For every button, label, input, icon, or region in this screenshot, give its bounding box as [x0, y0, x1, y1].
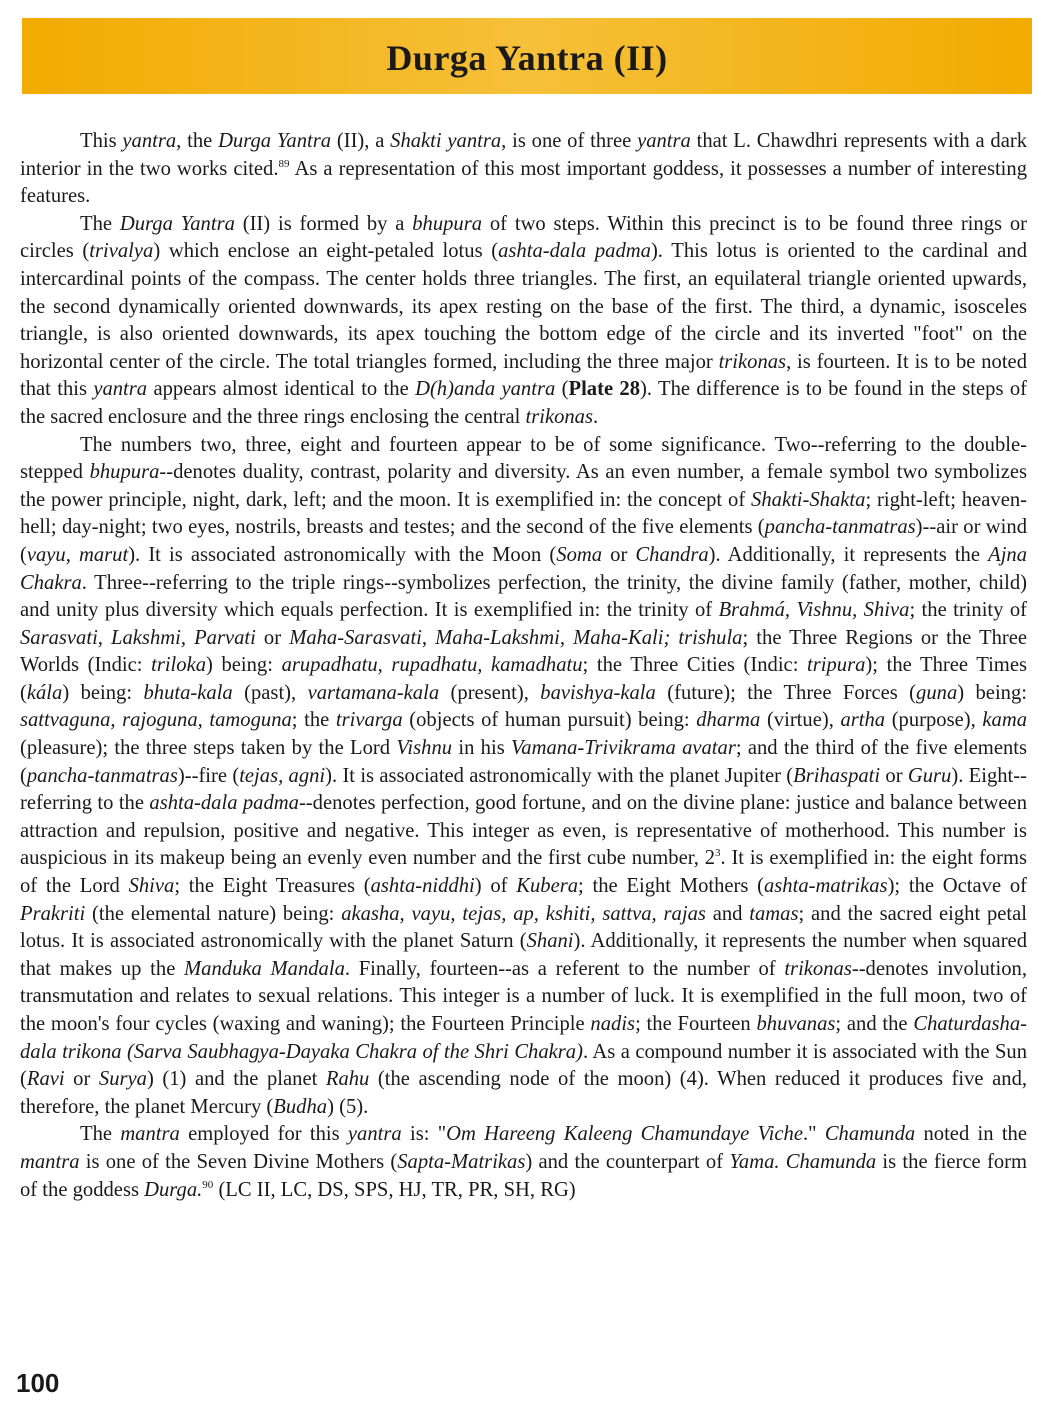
footnote-ref: 89	[278, 157, 290, 170]
body-text	[20, 128, 1027, 1204]
paragraph-intro: This yantra, the Durga Yantra (II), a Shakti yantra, is one of three yantra that L. Chawdhri represents with a dark interior in the two works cited.$^{89}$ As a representation of this most important goddess, it possesses a number of interesting features.	[20, 130, 1027, 208]
page-number: 100	[16, 1368, 60, 1398]
cube-exponent: 3	[715, 847, 721, 860]
page-title: Durga Yantra (II)	[386, 38, 668, 78]
footnote-ref: 90	[202, 1178, 214, 1191]
title-banner	[22, 18, 1032, 94]
paragraph-numbers: The numbers two, three, eight and fourteen appear to be of some significance. Two--referring to the double-stepped bhupura--denotes duality, contrast, polarity and diversity. As an even number, a female symbol two symbolizes the power principle, night, dark, left; and the moon. It is exemplified in: the concept of Shakti-Shakta; right-left; heaven-hell; day-night; two eyes, nostrils, breasts and testes; and the second of the five elements (pancha-tanmatras)--air or wind (vayu, marut). It is associated astronomically with the Moon (Soma or Chandra). Additionally, it represents the Ajna Chakra. Three--referring to the triple rings--symbolizes perfection, the trinity, the divine family (father, mother, child) and unity plus diversity which equals perfection. It is exemplified in: the trinity of Brahmá, Vishnu, Shiva; the trinity of Sarasvati, Lakshmi, Parvati or Maha-Sarasvati, Maha-Lakshmi, Maha-Kali; trishula; the Three Regions or the Three Worlds (Indic: triloka) being: arupadhatu, rupadhatu, kamadhatu; the Three Cities (Indic: tripura); the Three Times (kála) being: bhuta-kala (past), vartamana-kala (present), bavishya-kala (future); the Three Forces (guna) being: sattvaguna, rajoguna, tamoguna; the trivarga (objects of human pursuit) being: dharma (virtue), artha (purpose), kama (pleasure); the three steps taken by the Lord Vishnu in his Vamana-Trivikrama avatar; and the third of the five elements (pancha-tanmatras)--fire (tejas, agni). It is associated astronomically with the planet Jupiter (Brihaspati or Guru). Eight--referring to the ashta-dala padma--denotes perfection, good fortune, and on the divine plane: justice and balance between attraction and repulsion, positive and negative. This integer as even, is representative of motherhood. This number is auspicious in its makeup being an evenly even number and the first cube number, $2^3$. It is exemplified in: the eight forms of the Lord Shiva; the Eight Treasures (ashta-niddhi) of Kubera; the Eight Mothers (ashta-matrikas); the Octave of Prakriti (the elemental nature) being: akasha, vayu, tejas, ap, kshiti, sattva, rajas and tamas; and the sacred eight petal lotus. It is associated astronomically with the planet Saturn (Shani). Additionally, it represents the number when squared that makes up the Manduka Mandala. Finally, fourteen--as a referent to the number of trikonas--denotes involution, transmutation and relates to sexual relations. This integer is a number of luck. It is exemplified in the full moon, two of the moon's four cycles (waxing and waning); the Fourteen Principle nadis; the Fourteen bhuvanas; and the Chaturdasha-dala trikona (Sarva Saubhagya-Dayaka Chakra of the Shri Chakra). As a compound number it is associated with the Sun (Ravi or Surya) (1) and the planet Rahu (the ascending node of the moon) (4). When reduced it produces five and, therefore, the planet Mercury (Budha) (5).	[20, 433, 1028, 1118]
paragraph-structure: The Durga Yantra (II) is formed by a bhupura of two steps. Within this precinct is to be found three rings or circles (trivalya) which enclose an eight-petaled lotus (ashta-dala padma). This lotus is oriented to the cardinal and intercardinal points of the compass. The center holds three triangles. The first, an equilateral triangle oriented upwards, the second dynamically oriented downwards, its apex resting on the base of the first. The third, a dynamic, isosceles triangle, is also oriented downwards, its apex touching the bottom edge of the circle and its inverted "foot" on the horizontal center of the circle. The total triangles formed, including the three major trikonas, is fourteen. It is to be noted that this yantra appears almost identical to the D(h)anda yantra (Plate 28). The difference is to be found in the steps of the sacred enclosure and the three rings enclosing the central trikonas.	[20, 212, 1027, 428]
paragraph-mantra: The mantra employed for this yantra is: "Om Hareeng Kaleeng Chamundaye Viche." Chamunda noted in the mantra is one of the Seven Divine Mothers (Sapta-Matrikas) and the counterpart of Yama. Chamunda is the fierce form of the goddess Durga.$^{90}$ (LC II, LC, DS, SPS, HJ, TR, PR, SH, RG)	[20, 1123, 1027, 1201]
plate-reference: Plate 28	[568, 378, 641, 401]
